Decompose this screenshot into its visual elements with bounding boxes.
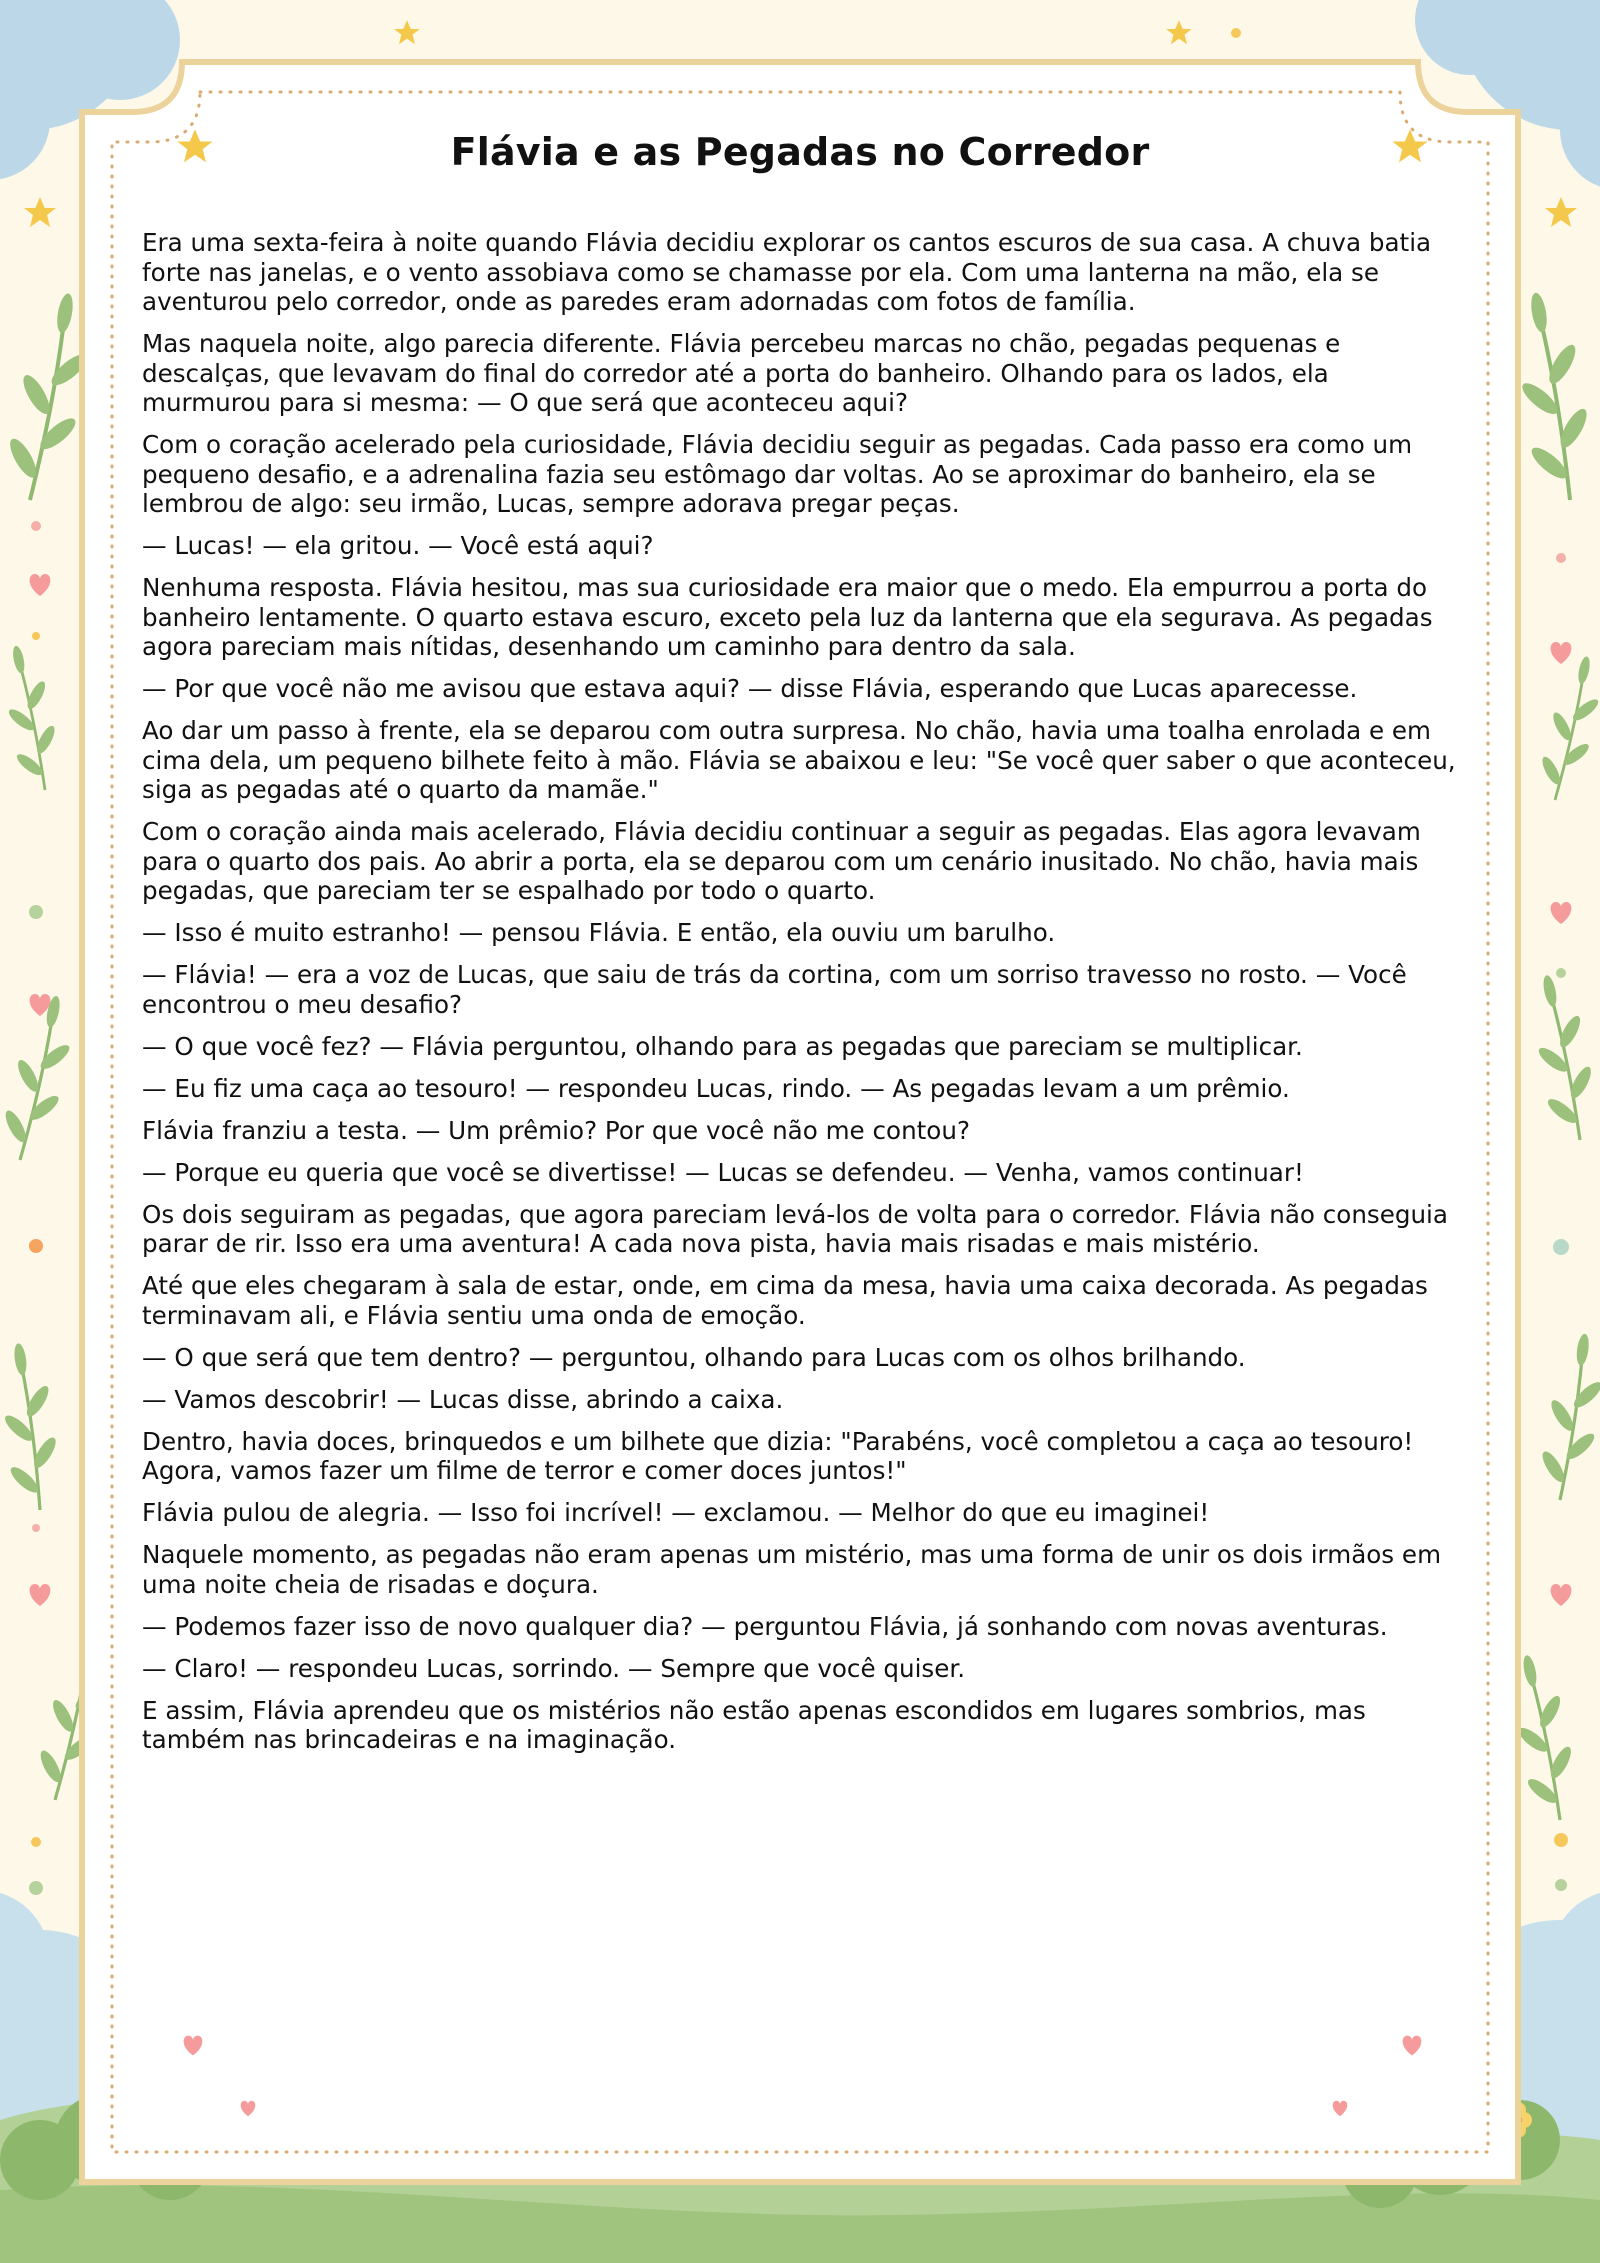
paragraph: — Podemos fazer isso de novo qualquer dia? — perguntou Flávia, já sonhando com novas aventuras. — [142, 1611, 1388, 1641]
paragraph: — Porque eu queria que você se divertisse! — Lucas se defendeu. — Venha, vamos continuar! — [142, 1157, 1304, 1187]
paragraph: Com o coração acelerado pela curiosidade, Flávia decidiu seguir as pegadas. Cada passo era como um pequeno desafio, e a adrenalina fazia seu estômago dar voltas. Ao se aproximar do banheiro, ela se lembrou de algo: seu irmão, Lucas, sempre adorava pregar peças. — [142, 430, 1413, 518]
paragraph: — O que você fez? — Flávia perguntou, olhando para as pegadas que pareciam se multiplicar. — [142, 1031, 1303, 1061]
paragraph: Ao dar um passo à frente, ela se deparou com outra surpresa. No chão, havia uma toalha enrolada e em cima dela, um pequeno bilhete feito à mão. Flávia se abaixou e leu: "Se você quer saber o que aconteceu, siga as pegadas até o quarto da mamãe." — [142, 716, 1456, 804]
paragraph: — Lucas! — ela gritou. — Você está aqui? — [142, 531, 654, 560]
paragraph: — Eu fiz uma caça ao tesouro! — respondeu Lucas, rindo. — As pegadas levam a um prêmio. — [142, 1073, 1290, 1103]
paragraph: Dentro, havia doces, brinquedos e um bilhete que dizia: "Parabéns, você completou a caça ao tesouro! Agora, vamos fazer um filme de terror e comer doces juntos!" — [142, 1426, 1414, 1485]
paragraph: — O que será que tem dentro? — perguntou, olhando para Lucas com os olhos brilhando. — [142, 1342, 1246, 1372]
paragraph: Era uma sexta-feira à noite quando Flávia decidiu explorar os cantos escuros de sua casa. A chuva batia forte nas janelas, e o vento assobiava como se chamasse por ela. Com uma lanterna na mão, ela se aventurou pelo corredor, onde as paredes eram adornadas com fotos de família. — [142, 228, 1432, 316]
paragraph: E assim, Flávia aprendeu que os mistérios não estão apenas escondidos em lugares sombrios, mas também nas brincadeiras e na imaginação. — [142, 1695, 1366, 1754]
paragraph: Naquele momento, as pegadas não eram apenas um mistério, mas uma forma de unir os dois irmãos em uma noite cheia de risadas e doçura. — [142, 1540, 1442, 1599]
paragraph: Flávia pulou de alegria. — Isso foi incrível! — exclamou. — Melhor do que eu imaginei! — [142, 1498, 1210, 1527]
paragraph: — Claro! — respondeu Lucas, sorrindo. — Sempre que você quiser. — [142, 1653, 966, 1683]
paragraph: — Vamos descobrir! — Lucas disse, abrindo a caixa. — [142, 1384, 784, 1414]
paragraph: Mas naquela noite, algo parecia diferente. Flávia percebeu marcas no chão, pegadas pequenas e descalças, que levavam do final do corredor até a porta do banheiro. Olhando para os lados, ela murmurou para si mesma: — O que será que aconteceu aqui? — [142, 329, 1341, 417]
paragraph: Flávia franziu a testa. — Um prêmio? Por que você não me contou? — [142, 1115, 970, 1145]
paragraph: — Flávia! — era a voz de Lucas, que saiu de trás da cortina, com um sorriso travesso no rosto. — Você encontrou o meu desafio? — [142, 960, 1407, 1019]
paragraph: Até que eles chegaram à sala de estar, onde, em cima da mesa, havia uma caixa decorada. As pegadas terminavam ali, e Flávia sentiu uma onda de emoção. — [142, 1271, 1428, 1330]
story-body — [142, 228, 1457, 1767]
paragraph: — Por que você não me avisou que estava aqui? — disse Flávia, esperando que Lucas aparecesse. — [142, 674, 1358, 703]
paragraph: Com o coração ainda mais acelerado, Flávia decidiu continuar a seguir as pegadas. Elas agora levavam para o quarto dos pais. Ao abrir a porta, ela se deparou com um cenário inusitado. No chão, havia mais pegadas, que pareciam ter se espalhado por todo o quarto. — [142, 817, 1421, 905]
paragraph: Os dois seguiram as pegadas, que agora pareciam levá-los de volta para o corredor. Flávia não conseguia parar de rir. Isso era uma aventura! A cada nova pista, havia mais risadas e mais mistério. — [142, 1199, 1448, 1258]
paragraph: Nenhuma resposta. Flávia hesitou, mas sua curiosidade era maior que o medo. Ela empurrou a porta do banheiro lentamente. O quarto estava escuro, exceto pela luz da lanterna que ela segurava. As pegadas agora pareciam mais nítidas, desenhando um caminho para dentro da sala. — [142, 573, 1433, 661]
page-title: Flávia e as Pegadas no Corredor — [450, 130, 1150, 174]
paragraph: — Isso é muito estranho! — pensou Flávia. E então, ela ouviu um barulho. — [142, 918, 1056, 947]
